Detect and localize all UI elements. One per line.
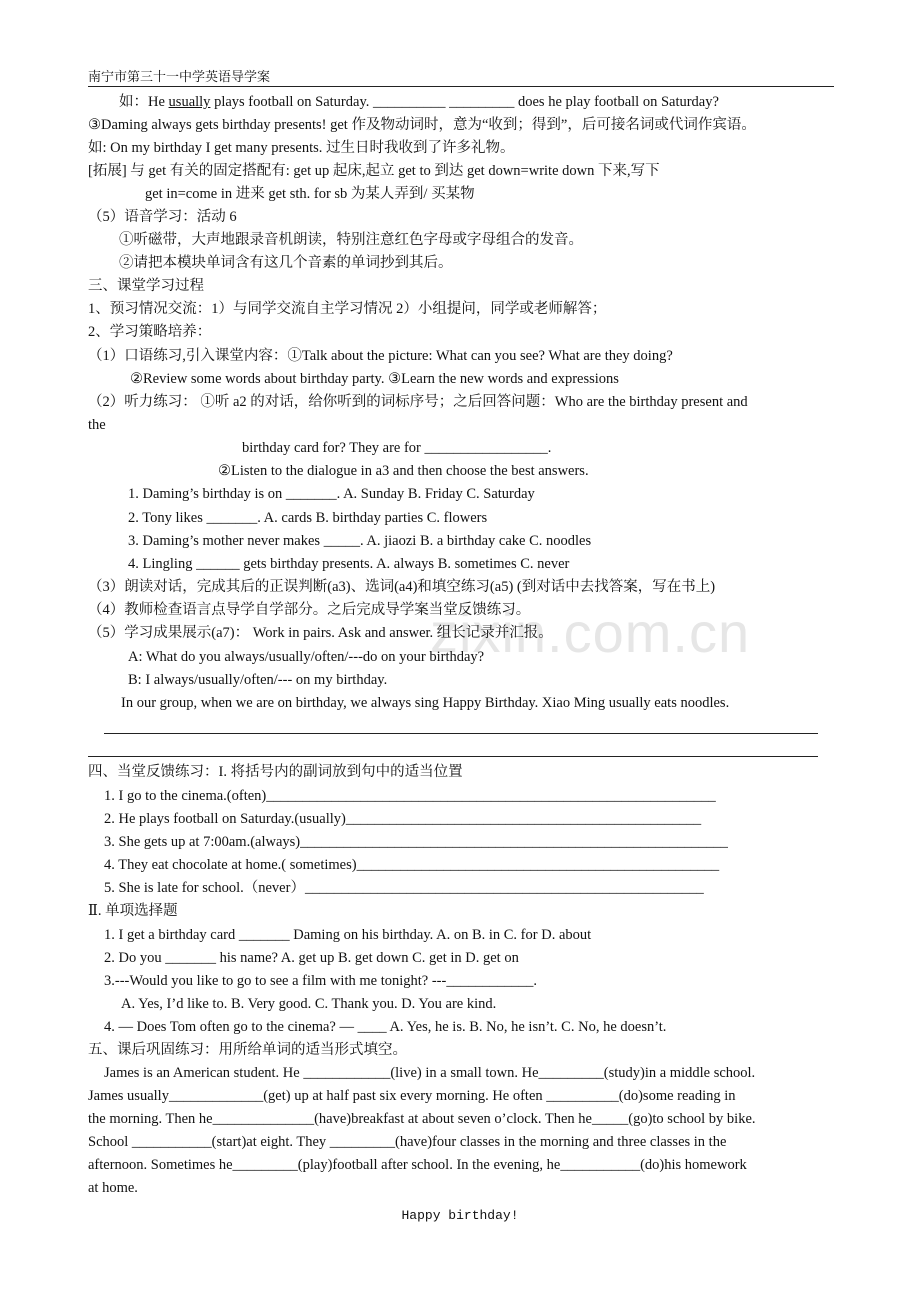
watermark: zixin.com.cn xyxy=(430,601,751,664)
text-line: birthday card for? They are for _________________. xyxy=(242,440,552,456)
paragraph-line: School ___________(start)at eight. They _________(have)four classes in the morning and three classes in the xyxy=(88,1134,727,1150)
example-usually-line xyxy=(119,92,719,112)
paragraph-line: James is an American student. He ____________(live) in a small town. He_________(study)in a middle school. xyxy=(104,1065,756,1081)
text-line: In our group, when we are on birthday, we always sing Happy Birthday. Xiao Ming usually eats noodles. xyxy=(121,695,730,711)
text-line: 2、学习策略培养： xyxy=(88,324,212,340)
section-heading: 五、课后巩固练习：用所给单词的适当形式填空。 xyxy=(88,1042,407,1058)
underlined-word: usually xyxy=(168,94,211,110)
text-line: 如: On my birthday I get many presents. 过生日时我收到了许多礼物。 xyxy=(88,140,515,156)
section-heading: 四、当堂反馈练习：I. 将括号内的副词放到句中的适当位置 xyxy=(88,764,463,780)
text-line: 1、预习情况交流：1）与同学交流自主学习情况 2）小组提问，同学或老师解答； xyxy=(88,301,607,317)
text-line: the xyxy=(88,417,106,433)
question-item: 1. Daming’s birthday is on _______. A. Sunday B. Friday C. Saturday xyxy=(128,486,535,502)
text-line: ②Review some words about birthday party. ③Learn the new words and expressions xyxy=(130,371,619,387)
exercise-item: 3.---Would you like to go to see a film with me tonight? ---____________. xyxy=(104,973,537,989)
paragraph-line: afternoon. Sometimes he_________(play)football after school. In the evening, he___________(do)his homework xyxy=(88,1157,747,1173)
section-heading: Ⅱ. 单项选择题 xyxy=(88,903,178,919)
exercise-item: 1. I get a birthday card _______ Daming on his birthday. A. on B. in C. for D. about xyxy=(104,927,592,943)
text-line: get in=come in 进来 get sth. for sb 为某人弄到/ 买某物 xyxy=(145,186,475,202)
exercise-item: 1. I go to the cinema.(often)______________________________________________________________ xyxy=(104,788,716,804)
exercise-item: 4. — Does Tom often go to the cinema? — ____ A. Yes, he is. B. No, he isn’t. C. No, he doesn’t. xyxy=(104,1019,667,1035)
paragraph-line: the morning. Then he______________(have)breakfast at about seven o’clock. Then he_____(go)to school by bike. xyxy=(88,1111,756,1127)
exercise-item: 2. Do you _______ his name? A. get up B. get down C. get in D. get on xyxy=(104,950,519,966)
page-footer: Happy birthday! xyxy=(401,1208,519,1223)
page-header xyxy=(88,66,834,87)
paragraph-line: at home. xyxy=(88,1180,138,1196)
header-title: 南宁市第三十一中学英语导学案 xyxy=(88,69,271,84)
text-line: （5）学习成果展示(a7)： Work in pairs. Ask and answer. 组长记录并汇报。 xyxy=(88,625,553,641)
text-segment: 如：He xyxy=(119,94,169,110)
exercise-item: 2. He plays football on Saturday.(usually)_________________________________________________ xyxy=(104,811,702,827)
text-line: B: I always/usually/often/--- on my birthday. xyxy=(128,672,388,688)
text-line: （4）教师检查语言点导学自学部分。之后完成导学案当堂反馈练习。 xyxy=(88,602,531,618)
answer-line xyxy=(104,733,818,734)
text-line: [拓展] 与 get 有关的固定搭配有: get up 起床,起立 get to 到达 get down=write down 下来,写下 xyxy=(88,163,660,179)
section-heading: （5）语音学习：活动 6 xyxy=(88,209,237,225)
text-line: ②Listen to the dialogue in a3 and then choose the best answers. xyxy=(218,463,589,479)
text-line: A: What do you always/usually/often/---do on your birthday? xyxy=(128,649,485,665)
question-item: 2. Tony likes _______. A. cards B. birthday parties C. flowers xyxy=(128,510,488,526)
text-line: （3）朗读对话，完成其后的正误判断(a3)、选词(a4)和填空练习(a5) (到对话中去找答案，写在书上) xyxy=(88,579,716,595)
question-item: 3. Daming’s mother never makes _____. A. jiaozi B. a birthday cake C. noodles xyxy=(128,533,592,549)
text-line: ①听磁带，大声地跟录音机朗读，特别注意红色字母或字母组合的发音。 xyxy=(119,232,583,248)
text-line: （2）听力练习： ①听 a2 的对话，给你听到的词标序号；之后回答问题：Who are the birthday present and xyxy=(88,394,748,410)
text-line: （1）口语练习,引入课堂内容：①Talk about the picture: What can you see? What are they doing? xyxy=(88,348,673,364)
text-line: ②请把本模块单词含有这几个音素的单词抄到其后。 xyxy=(119,255,453,271)
text-segment: plays football on Saturday. __________ _________ does he play football on Saturday? xyxy=(210,94,719,110)
text-line: ③Daming always gets birthday presents! get 作及物动词时，意为“收到；得到”，后可接名词或代词作宾语。 xyxy=(88,117,756,133)
exercise-options: A. Yes, I’d like to. B. Very good. C. Thank you. D. You are kind. xyxy=(121,996,497,1012)
exercise-item: 3. She gets up at 7:00am.(always)___________________________________________________________ xyxy=(104,834,728,850)
question-item: 4. Lingling ______ gets birthday presents. A. always B. sometimes C. never xyxy=(128,556,570,572)
exercise-item: 5. She is late for school.（never）_______________________________________________________ xyxy=(104,880,704,896)
exercise-item: 4. They eat chocolate at home.( sometimes)__________________________________________________ xyxy=(104,857,720,873)
section-heading: 三、课堂学习过程 xyxy=(88,278,204,294)
paragraph-line: James usually_____________(get) up at half past six every morning. He often __________(do)some reading in xyxy=(88,1088,736,1104)
answer-line xyxy=(88,756,818,757)
